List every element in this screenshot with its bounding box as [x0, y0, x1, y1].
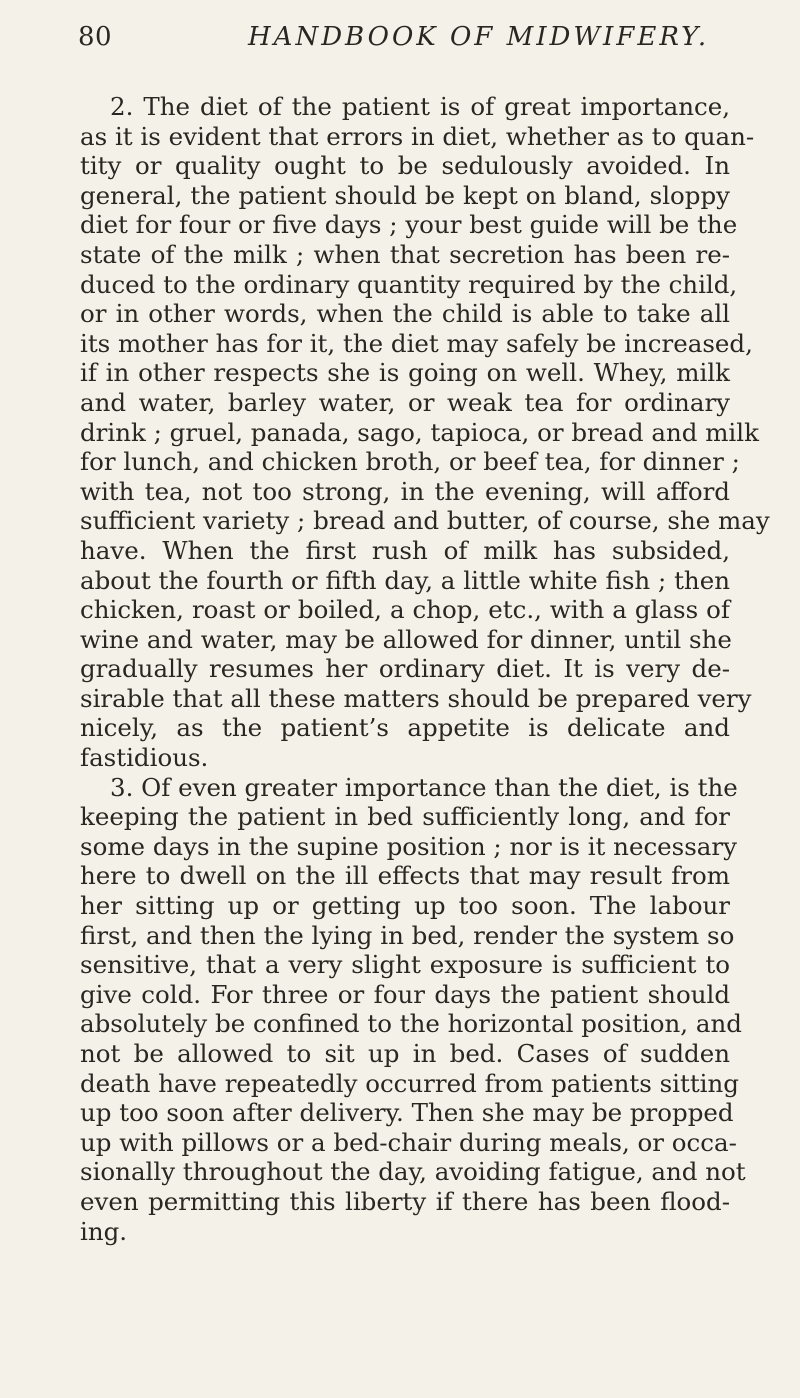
- text-line: up too soon after delivery. Then she may be propped: [80, 1098, 734, 1128]
- text-line: or in other words, when the child is able to take all: [80, 299, 730, 329]
- text-line: its mother has for it, the diet may safely be increased,: [80, 328, 753, 358]
- paragraph-diet: [80, 92, 770, 773]
- text-line: give cold. For three or four days the patient should: [80, 979, 730, 1009]
- body-text: [80, 92, 770, 1246]
- text-line: some days in the supine position ; nor is it necessary: [80, 831, 737, 861]
- text-line: first, and then the lying in bed, render the system so: [80, 920, 735, 950]
- text-line: not be allowed to sit up in bed. Cases of sudden: [80, 1039, 730, 1068]
- text-line: fastidious.: [80, 743, 209, 773]
- text-line: as it is evident that errors in diet, whether as to quan-: [80, 121, 755, 151]
- text-line: gradually resumes her ordinary diet. It is very de-: [80, 654, 730, 684]
- text-line: death have repeatedly occurred from patients sitting: [80, 1068, 739, 1098]
- text-line: if in other respects she is going on well. Whey, milk: [80, 358, 730, 388]
- text-line: 2. The diet of the patient is of great importance,: [110, 92, 730, 121]
- text-line: with tea, not too strong, in the evening, will afford: [80, 476, 730, 506]
- text-line: chicken, roast or boiled, a chop, etc., with a glass of: [80, 595, 730, 625]
- running-title: HANDBOOK OF MIDWIFERY.: [248, 22, 710, 52]
- text-line: drink ; gruel, panada, sago, tapioca, or bread and milk: [80, 417, 759, 447]
- text-line: absolutely be confined to the horizontal position, and: [80, 1009, 742, 1039]
- text-line: general, the patient should be kept on bland, sloppy: [80, 180, 730, 210]
- text-line: 3. Of even greater importance than the diet, is the: [110, 772, 738, 802]
- text-line: state of the milk ; when that secretion has been re-: [80, 239, 730, 269]
- text-line: have. When the first rush of milk has subsided,: [80, 535, 730, 565]
- page-number: 80: [78, 22, 113, 52]
- text-line: for lunch, and chicken broth, or beef tea, for dinner ;: [80, 447, 740, 477]
- text-line: sensitive, that a very slight exposure is sufficient to: [80, 950, 730, 980]
- text-line: sionally throughout the day, avoiding fatigue, and not: [80, 1157, 746, 1187]
- text-line: duced to the ordinary quantity required by the child,: [80, 269, 738, 299]
- paragraph-rest: [80, 772, 746, 1247]
- text-line: sirable that all these matters should be prepared very: [80, 683, 752, 713]
- text-line: sufficient variety ; bread and butter, of course, she may: [80, 506, 770, 536]
- text-line: here to dwell on the ill effects that may result from: [80, 861, 730, 891]
- text-line: nicely, as the patient’s appetite is delicate and: [80, 713, 730, 743]
- running-head: [78, 22, 718, 62]
- text-line: keeping the patient in bed sufficiently long, and for: [80, 802, 730, 832]
- text-line: ing.: [80, 1216, 128, 1246]
- text-line: diet for four or five days ; your best guide will be the: [80, 210, 738, 240]
- text-line: wine and water, may be allowed for dinner, until she: [80, 624, 732, 654]
- text-line: up with pillows or a bed-chair during meals, or occa-: [80, 1127, 737, 1157]
- text-line: and water, barley water, or weak tea for ordinary: [80, 387, 730, 417]
- text-line: even permitting this liberty if there has been flood-: [80, 1186, 730, 1216]
- text-line: about the fourth or fifth day, a little white fish ; then: [80, 565, 730, 595]
- text-line: tity or quality ought to be sedulously avoided. In: [80, 151, 730, 181]
- text-line: her sitting up or getting up too soon. The labour: [80, 891, 730, 921]
